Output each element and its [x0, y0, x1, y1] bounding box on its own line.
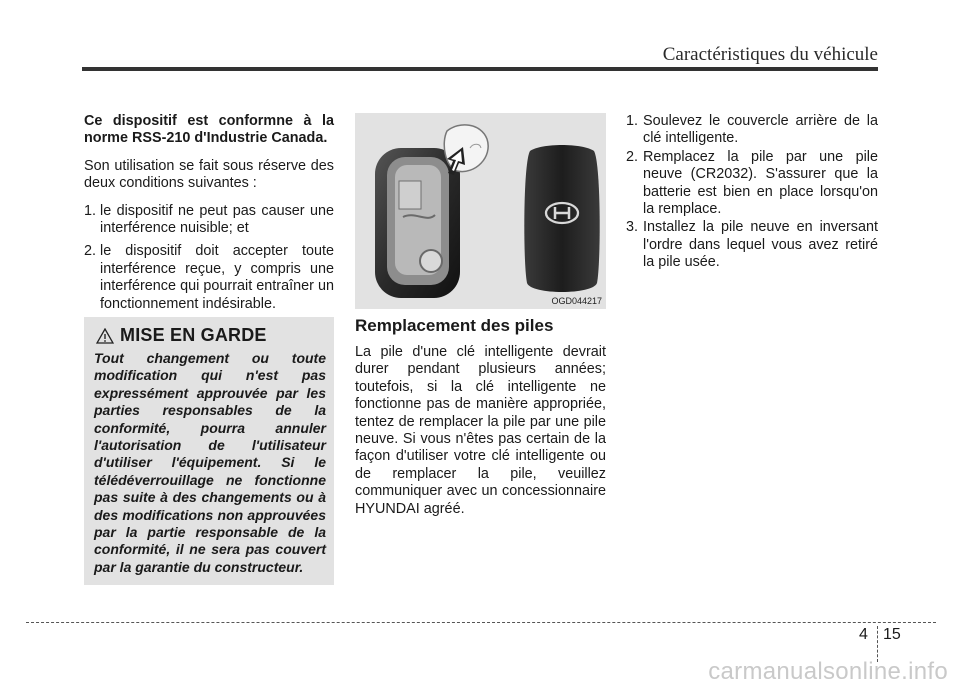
column-left: [84, 113, 334, 319]
column-middle: [355, 316, 606, 518]
steps-list: [626, 113, 878, 272]
step-text: Remplacez la pile par une pile neuve (CR2032). S'assurer que la batterie est bien en place lorsqu'on la remplace.: [643, 148, 878, 218]
list-text: le dispositif ne peut pas causer une interférence nuisible; et: [100, 202, 334, 237]
warning-heading: [96, 325, 267, 346]
page-number: 15: [883, 626, 901, 643]
watermark: carmanualsonline.info: [708, 658, 948, 685]
list-item: [626, 149, 878, 219]
page-number-separator: [877, 626, 878, 662]
step-text: Soulevez le couvercle arrière de la clé intelligente.: [643, 113, 878, 147]
step-text: Installez la pile neuve en inversant l'ordre dans lequel vous avez retiré la pile usée.: [643, 219, 878, 271]
warning-text: Tout changement ou toute modification qui n'est pas expressément approuvée par les parties responsables de la conformité, pourra annuler l'autorisation de l'utilisateur d'utiliser l'équipement. Si le télédéverrouillage ne fonctionne pas suite à des changements ou à des modifications non approuvées par la partie responsable de la conformité, il ne sera pas couvert par la garantie du constructeur.: [94, 350, 326, 575]
list-item: [84, 203, 334, 238]
section-title: Caractéristiques du véhicule: [662, 44, 878, 65]
footer-rule: [26, 622, 936, 623]
conditions-intro: Son utilisation se fait sous réserve des deux conditions suivantes :: [84, 157, 334, 192]
chapter-number: 4: [859, 626, 868, 643]
battery-section-text: La pile d'une clé intelligente devrait durer pendant plusieurs années; toutefois, si la clé intelligente ne fonctionne pas de manière appropriée, tentez de remplacer la pile par une pile neuve. Si vous n'êtes pas certain de la façon d'utiliser votre clé intelligente ou de remplacer la pile, veuillez communiquer avec un concessionnaire HYUNDAI agréé.: [355, 344, 606, 517]
battery-cover: [444, 125, 488, 172]
column-right: [626, 113, 878, 273]
list-text: le dispositif doit accepter toute interférence reçue, y compris une interférence qui pourrait entraîner un fonctionnement indésirable.: [100, 243, 334, 312]
battery-section-title: Remplacement des piles: [355, 316, 554, 335]
warning-box: [84, 317, 334, 585]
conditions-list: [84, 203, 334, 313]
key-housing-closed: [524, 145, 599, 292]
list-item: [626, 113, 878, 148]
compliance-statement: Ce dispositif est conformne à la norme RSS-210 d'Industrie Canada.: [84, 113, 334, 147]
smart-key-drawing: [355, 113, 606, 309]
figure-code: OGD044217: [551, 296, 602, 306]
step-number: 3.: [626, 219, 639, 236]
list-number: 2.: [84, 243, 97, 260]
list-item: [84, 243, 334, 313]
header-rule: [82, 67, 878, 71]
list-number: 1.: [84, 202, 97, 219]
smart-key-illustration: [355, 113, 606, 309]
step-number: 1.: [626, 113, 639, 129]
list-item: [626, 219, 878, 271]
step-number: 2.: [626, 148, 639, 165]
warning-title: MISE EN GARDE: [120, 325, 267, 345]
warning-triangle-icon: [96, 328, 114, 344]
battery-shape: [420, 250, 442, 272]
